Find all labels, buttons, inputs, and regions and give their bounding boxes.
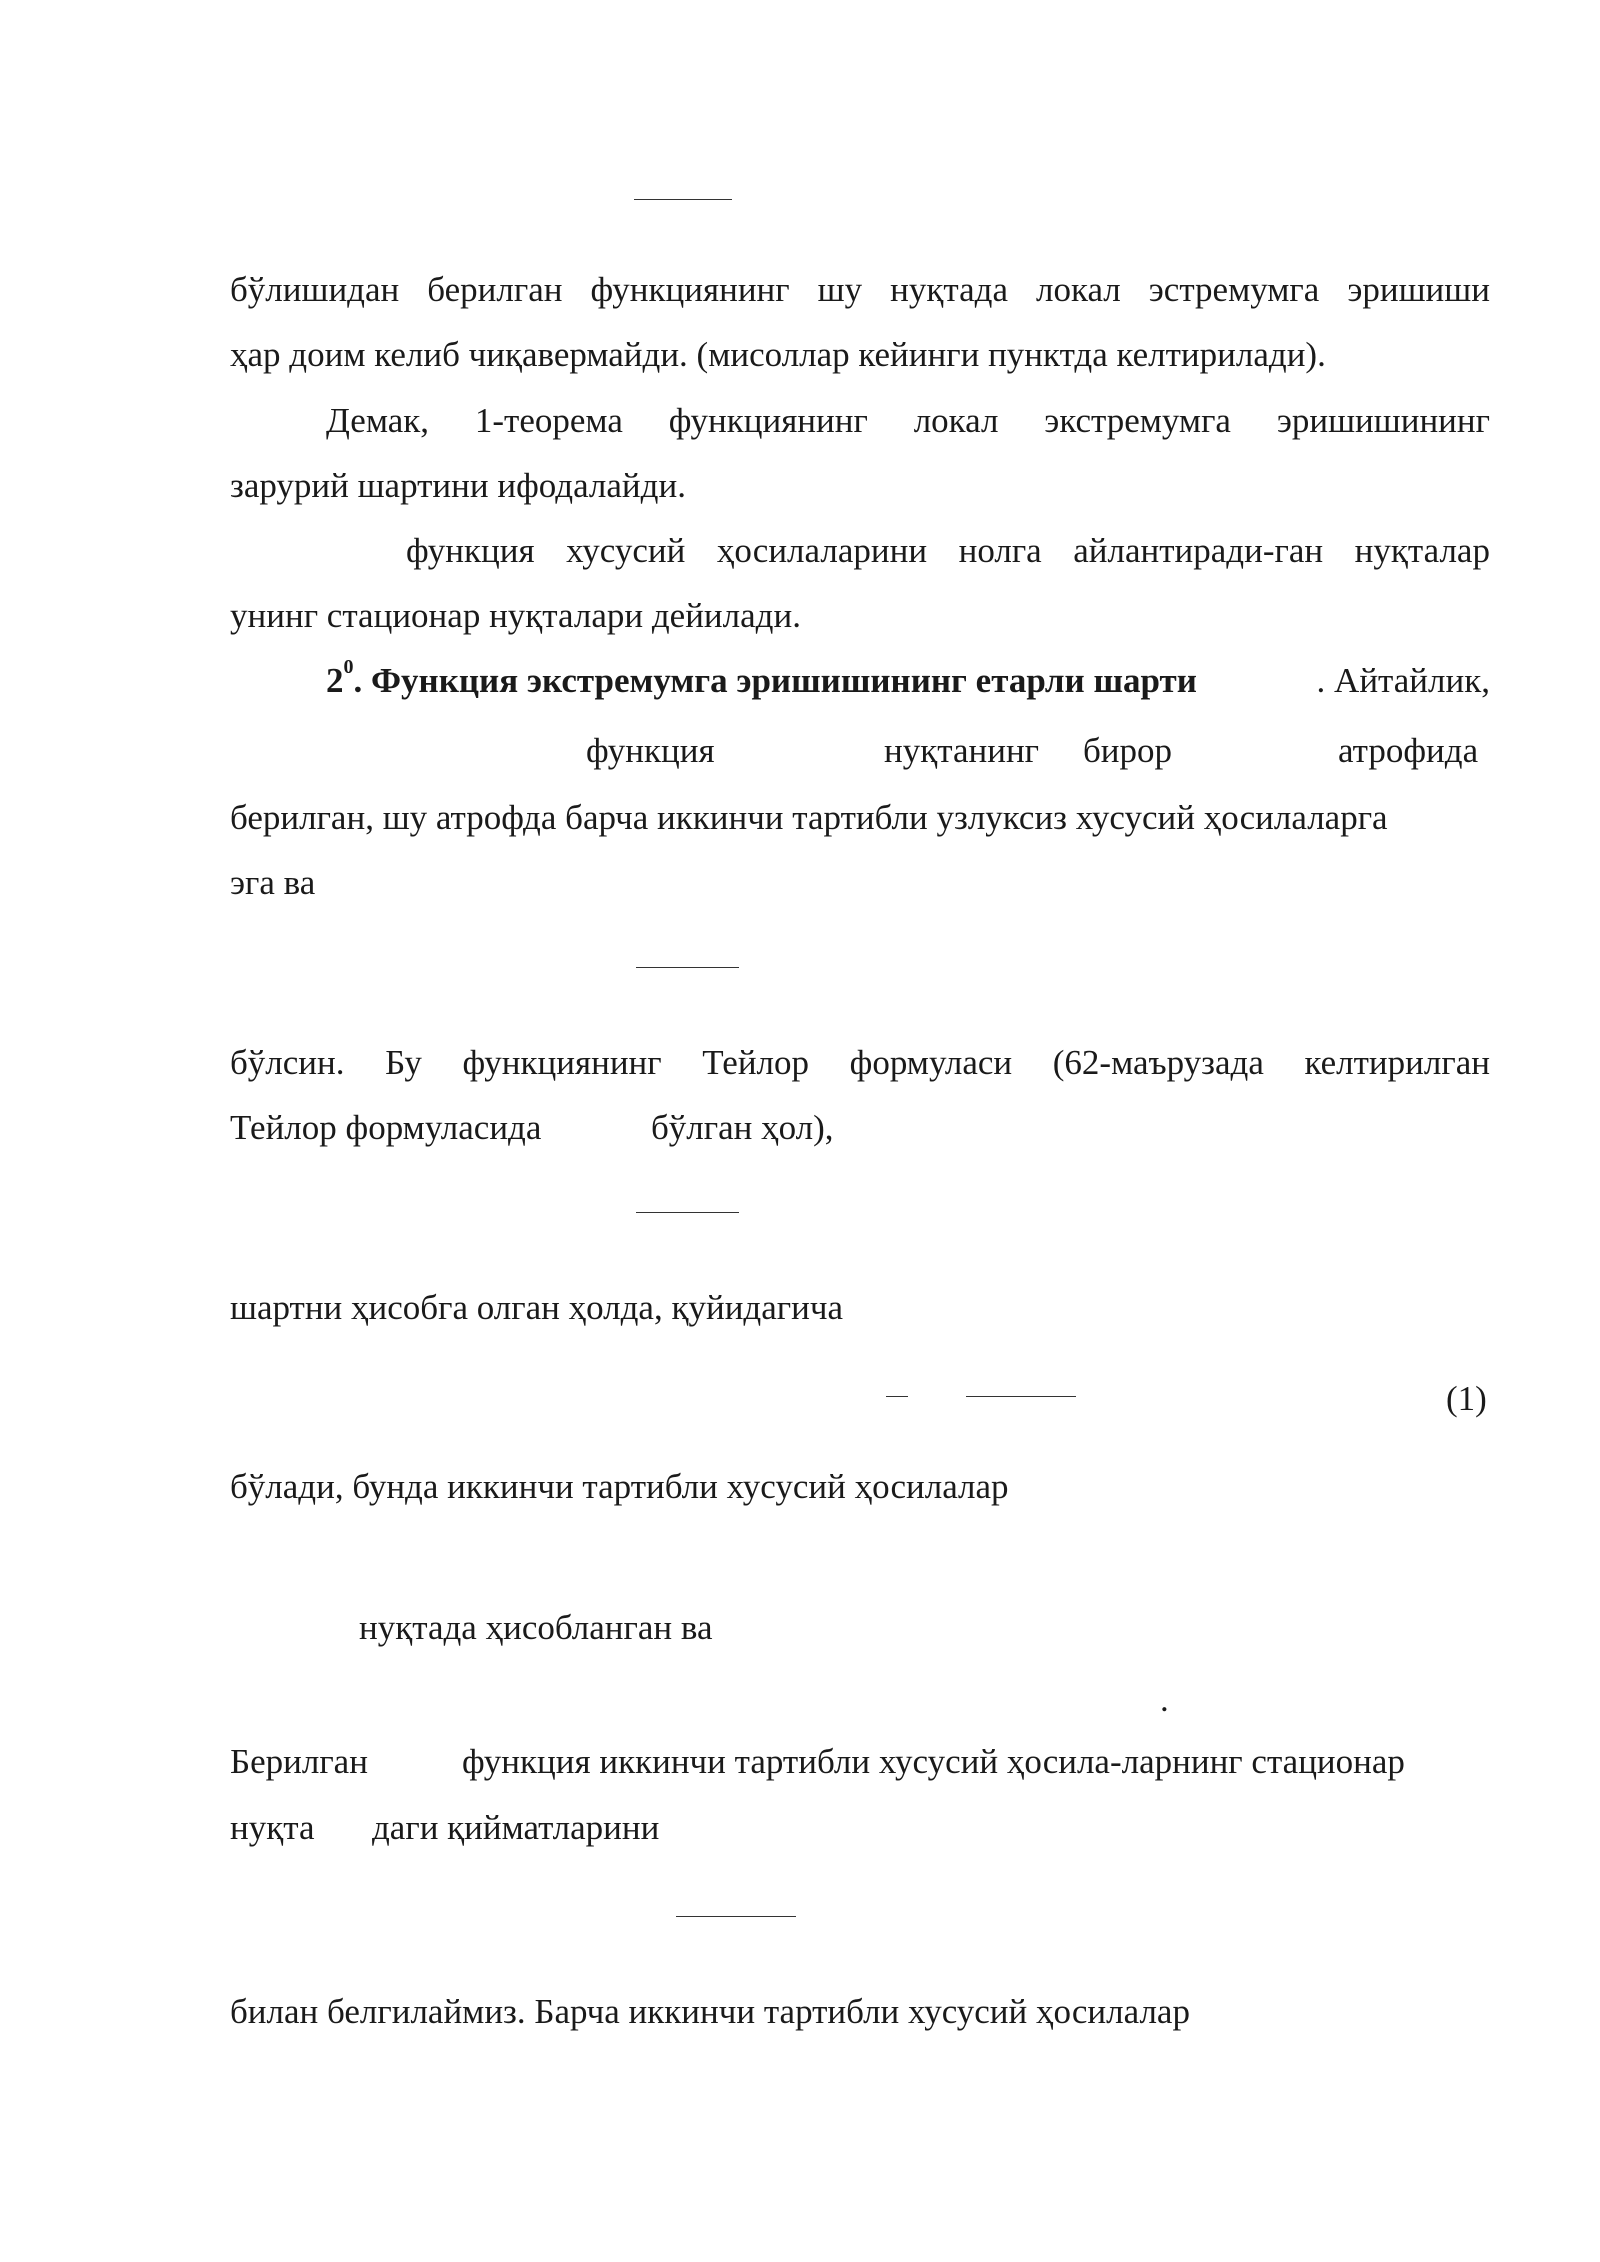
text-line-5 bbox=[406, 529, 1490, 573]
word: эстремумга bbox=[1148, 270, 1320, 309]
word: хусусий bbox=[566, 531, 686, 570]
word: (62-маърузада bbox=[1052, 1043, 1264, 1082]
text-line-9: берилган, шу атрофда барча иккинчи тартибли узлуксиз хусусий ҳосилаларга bbox=[230, 798, 1388, 837]
text-line-18: билан белгилаймиз. Барча иккинчи тартибли хусусий ҳосилалар bbox=[230, 1992, 1190, 2031]
text-word-neighborhood: атрофида bbox=[1338, 731, 1479, 770]
section-title: . Функция экстремумга эришишининг етарли шарти bbox=[353, 661, 1197, 700]
word: 1-теорема bbox=[474, 401, 623, 440]
text-line-12b: бўлган ҳол), bbox=[651, 1108, 834, 1147]
word: бўлишидан bbox=[230, 270, 400, 309]
fraction-bar bbox=[676, 1916, 796, 1917]
text-line-1 bbox=[230, 268, 1490, 312]
word: нуқтада bbox=[890, 270, 1008, 309]
fraction-bar bbox=[966, 1396, 1076, 1397]
text-line-15: нуқтада ҳисобланган ва bbox=[359, 1608, 713, 1647]
section-heading-line bbox=[326, 656, 1490, 703]
word: экстремумга bbox=[1044, 401, 1231, 440]
word: функциянинг bbox=[668, 401, 868, 440]
text-word-function: функция bbox=[586, 731, 715, 770]
text-line-11 bbox=[230, 1041, 1490, 1085]
word: локал bbox=[1036, 270, 1121, 309]
text-word-some: бирор bbox=[1083, 731, 1173, 770]
fraction-bar bbox=[636, 1212, 739, 1213]
section-number-superscript: 0 bbox=[343, 656, 354, 679]
fraction-bar bbox=[634, 199, 732, 200]
text-line-17a: нуқта bbox=[230, 1808, 315, 1847]
word: нуқталар bbox=[1354, 531, 1490, 570]
section-number: 2 bbox=[326, 661, 344, 700]
text-line-6: унинг стационар нуқталари дейилади. bbox=[230, 596, 801, 635]
text-line-14: бўлади, бунда иккинчи тартибли хусусий ҳосилалар bbox=[230, 1467, 1009, 1506]
word: берилган bbox=[427, 270, 563, 309]
word: Тейлор bbox=[702, 1043, 810, 1082]
word: келтирилган bbox=[1304, 1043, 1490, 1082]
equation-minus-sign bbox=[886, 1396, 908, 1397]
word: шу bbox=[817, 270, 863, 309]
text-line-12a: Тейлор формуласида bbox=[230, 1108, 542, 1147]
text-line-10: эга ва bbox=[230, 863, 316, 902]
word: функциянинг bbox=[590, 270, 790, 309]
word: ҳосилаларини bbox=[716, 531, 928, 570]
text-line-2: ҳар доим келиб чиқавермайди. (мисоллар кейинги пунктда келтирилади). bbox=[230, 335, 1326, 374]
text-line-17b: даги қийматларини bbox=[372, 1808, 660, 1847]
word: Демак, bbox=[326, 401, 430, 440]
text-line-16b: функция иккинчи тартибли хусусий ҳосила-ларнинг стационар bbox=[462, 1742, 1405, 1781]
text-line-13: шартни ҳисобга олган ҳолда, қуйидагича bbox=[230, 1288, 843, 1327]
section-heading bbox=[326, 656, 1197, 703]
word: Бу bbox=[385, 1043, 422, 1082]
text-line-4: зарурий шартини ифодалайди. bbox=[230, 466, 686, 505]
word: эришишининг bbox=[1276, 401, 1490, 440]
word: эришиши bbox=[1347, 270, 1490, 309]
text-word-point: нуқтанинг bbox=[884, 731, 1040, 770]
word: формуласи bbox=[849, 1043, 1013, 1082]
text-dot: . bbox=[1160, 1680, 1169, 1719]
word: функциянинг bbox=[462, 1043, 662, 1082]
text-line-16a: Берилган bbox=[230, 1742, 368, 1781]
word: бўлсин. bbox=[230, 1043, 345, 1082]
text-line-3 bbox=[326, 399, 1490, 443]
equation-number: (1) bbox=[1446, 1379, 1487, 1418]
fraction-bar bbox=[636, 967, 739, 968]
word: нолга bbox=[958, 531, 1042, 570]
word: айлантиради-ган bbox=[1073, 531, 1324, 570]
word: локал bbox=[913, 401, 999, 440]
section-heading-tail: . Айтайлик, bbox=[1316, 661, 1490, 700]
word: функция bbox=[406, 531, 535, 570]
